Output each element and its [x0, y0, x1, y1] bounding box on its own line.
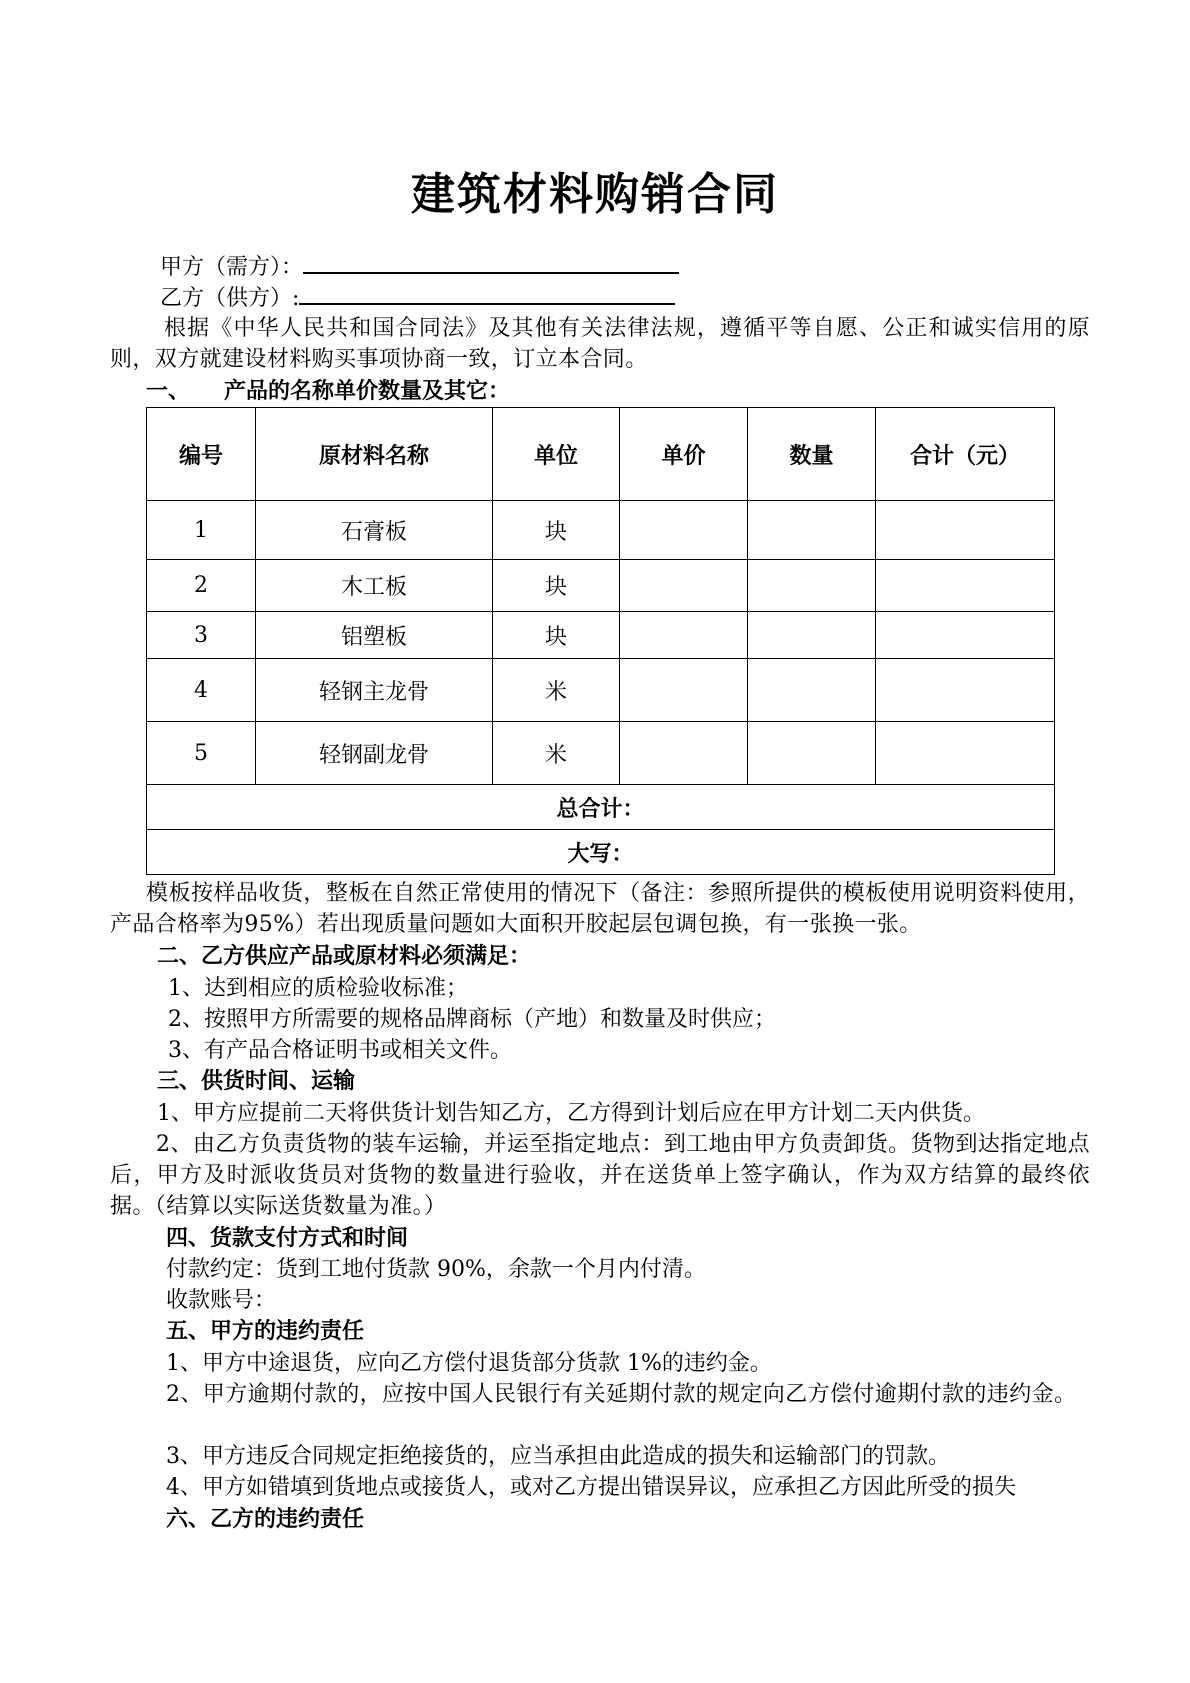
party-a-blank[interactable] [303, 250, 679, 274]
section6-heading: 六、乙方的违约责任 [166, 1507, 365, 1532]
intro-paragraph: 根据《中华人民共和国合同法》及其他有关法律法规，遵循平等自愿、公正和诚实信用的原则，双方就建设材料购买事项协商一致，订立本合同。 [110, 316, 1090, 372]
cell-unit-price[interactable] [620, 612, 748, 659]
cell-material-name: 石膏板 [256, 501, 493, 560]
cell-material-name: 轻钢副龙骨 [256, 722, 493, 785]
materials-table [146, 407, 1055, 875]
header-unit: 单位 [493, 408, 620, 501]
section2-heading: 二、乙方供应产品或原材料必须满足： [157, 944, 532, 969]
cell-unit-price[interactable] [620, 560, 748, 612]
cell-number: 4 [147, 659, 256, 722]
cell-total[interactable] [876, 560, 1055, 612]
party-b-label: 乙方（供方）: [160, 286, 300, 311]
section3-heading: 三、供货时间、运输 [157, 1069, 356, 1094]
section3-item-2: 2、由乙方负责货物的装车运输，并运至指定地点：到工地由甲方负责卸货。货物到达指定地点后，甲方及时派收货员对货物的数量进行验收，并在送货单上签字确认，作为双方结算的最终依据。（结算以实际送货数量为准。） [110, 1132, 1090, 1219]
header-material-name: 原材料名称 [256, 408, 493, 501]
section2-item-2: 2、按照甲方所需要的规格品牌商标（产地）和数量及时供应； [168, 1007, 776, 1032]
section1-heading [146, 376, 510, 407]
section1-title: 产品的名称单价数量及其它： [224, 379, 511, 404]
table-row [147, 722, 1055, 785]
cell-unit-price[interactable] [620, 659, 748, 722]
payment-terms: 付款约定：货到工地付货款 90%，余款一个月内付清。 [166, 1257, 706, 1282]
section5-heading: 五、甲方的违约责任 [166, 1319, 365, 1344]
cell-unit: 块 [493, 501, 620, 560]
total-label[interactable]: 总合计： [147, 785, 1055, 830]
cell-unit: 块 [493, 612, 620, 659]
header-quantity: 数量 [748, 408, 876, 501]
capital-row [147, 830, 1055, 875]
table-header-row [147, 408, 1055, 501]
cell-quantity[interactable] [748, 501, 876, 560]
section5-item-2: 2、甲方逾期付款的，应按中国人民银行有关延期付款的规定向乙方偿付逾期付款的违约金。 [166, 1382, 1077, 1407]
section4-heading: 四、货款支付方式和时间 [166, 1226, 409, 1251]
cell-total[interactable] [876, 501, 1055, 560]
cell-quantity[interactable] [748, 722, 876, 785]
cell-number: 2 [147, 560, 256, 612]
cell-number: 5 [147, 722, 256, 785]
cell-total[interactable] [876, 612, 1055, 659]
cell-total[interactable] [876, 722, 1055, 785]
document-title: 建筑材料购销合同 [411, 169, 779, 220]
party-b-line [160, 281, 675, 314]
table-row [147, 612, 1055, 659]
section3-item-1: 1、甲方应提前二天将供货计划告知乙方，乙方得到计划后应在甲方计划二天内供货。 [157, 1101, 985, 1126]
section5-item-1: 1、甲方中途退货，应向乙方偿付退货部分货款 1%的违约金。 [166, 1351, 772, 1376]
header-unit-price: 单价 [620, 408, 748, 501]
table-row [147, 501, 1055, 560]
cell-material-name: 木工板 [256, 560, 493, 612]
cell-material-name: 铝塑板 [256, 612, 493, 659]
bank-account-label: 收款账号： [166, 1288, 277, 1313]
header-number: 编号 [147, 408, 256, 501]
header-total: 合计（元） [876, 408, 1055, 501]
cell-unit: 米 [493, 722, 620, 785]
section5-item-4: 4、甲方如错填到货地点或接货人，或对乙方提出错误异议，应承担乙方因此所受的损失 [166, 1475, 1016, 1500]
party-b-blank[interactable] [299, 281, 675, 305]
total-row [147, 785, 1055, 830]
cell-material-name: 轻钢主龙骨 [256, 659, 493, 722]
party-a-label: 甲方（需方）： [160, 255, 304, 280]
cell-quantity[interactable] [748, 560, 876, 612]
cell-number: 3 [147, 612, 256, 659]
table-row [147, 560, 1055, 612]
section5-item-3: 3、甲方违反合同规定拒绝接货的，应当承担由此造成的损失和运输部门的罚款。 [166, 1444, 950, 1469]
cell-total[interactable] [876, 659, 1055, 722]
capital-amount-label[interactable]: 大写： [147, 830, 1055, 875]
party-a-line [160, 250, 679, 283]
cell-quantity[interactable] [748, 612, 876, 659]
note-paragraph: 模板按样品收货，整板在自然正常使用的情况下（备注：参照所提供的模板使用说明资料使用，产品合格率为95%）若出现质量问题如大面积开胶起层包调包换，有一张换一张。 [110, 881, 1090, 937]
section2-item-1: 1、达到相应的质检验收标准； [168, 976, 468, 1001]
cell-unit: 块 [493, 560, 620, 612]
cell-unit: 米 [493, 659, 620, 722]
section1-number: 一、 [146, 379, 191, 404]
table-row [147, 659, 1055, 722]
section2-item-3: 3、有产品合格证明书或相关文件。 [168, 1038, 512, 1063]
cell-quantity[interactable] [748, 659, 876, 722]
cell-unit-price[interactable] [620, 722, 748, 785]
cell-unit-price[interactable] [620, 501, 748, 560]
cell-number: 1 [147, 501, 256, 560]
